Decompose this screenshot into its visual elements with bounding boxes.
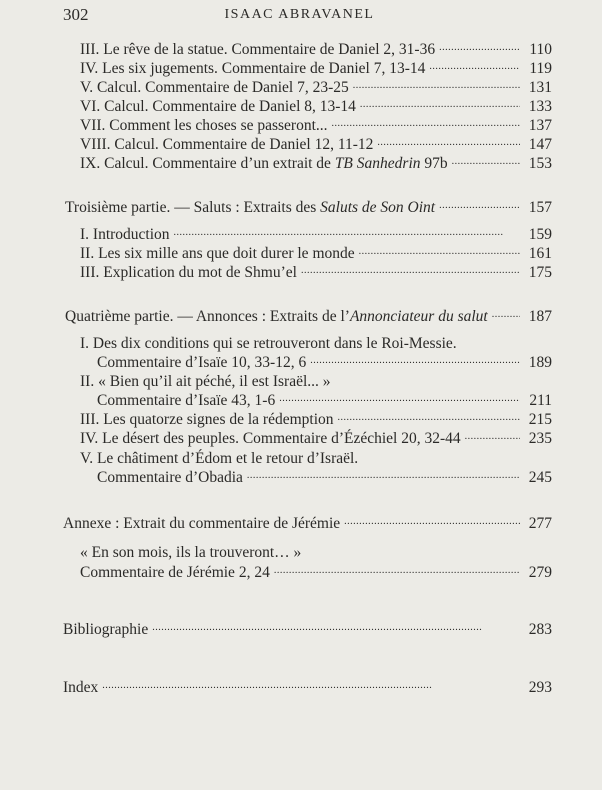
toc-part-heading: Bibliographie . . . 283 xyxy=(63,619,552,639)
dot-leader xyxy=(359,249,520,259)
dot-leader xyxy=(492,312,520,322)
dot-leader xyxy=(360,102,520,112)
page-ref: 215 xyxy=(528,411,552,428)
toc-part-heading: Annexe : Extrait du commentaire de Jérémie . . . 277 xyxy=(63,513,552,533)
dot-leader xyxy=(310,358,520,368)
page-ref: 110 xyxy=(529,41,552,58)
toc-entry: VI. Calcul. Commentaire de Daniel 8, 13-14 . . . 133 xyxy=(80,96,552,116)
page-number: 302 xyxy=(63,5,89,24)
toc-part-heading: Troisième partie. — Saluts : Extraits des Saluts de Son Oint . . . 157 xyxy=(65,197,552,217)
dot-leader xyxy=(338,415,520,425)
page-ref: 187 xyxy=(528,308,552,325)
toc-entry: I. Introduction . . . 159 xyxy=(80,224,552,244)
page-ref: 119 xyxy=(529,60,552,77)
dot-leader xyxy=(439,45,520,55)
dot-leader xyxy=(247,473,520,483)
dot-leader xyxy=(353,83,520,93)
toc-entry-line1: II. « Bien qu’il ait péché, il est Israël... » xyxy=(80,373,331,390)
page-ref: 245 xyxy=(528,469,552,486)
page-ref: 131 xyxy=(528,79,552,96)
toc-entry: IV. Les six jugements. Commentaire de Daniel 7, 13-14 . . . 119 xyxy=(80,58,552,78)
page-ref: 211 xyxy=(529,392,552,409)
dot-leader xyxy=(465,434,520,444)
toc-entry-line1: V. Le châtiment d’Édom et le retour d’Israël. xyxy=(80,450,359,467)
page-header xyxy=(63,5,536,27)
toc-entry-line1: I. Des dix conditions qui se retrouveront dans le Roi-Messie. xyxy=(80,335,457,352)
page-ref: 137 xyxy=(528,117,552,134)
toc-entry-line1: « En son mois, ils la trouveront… » xyxy=(80,544,302,561)
toc-entry: Commentaire d’Isaïe 10, 33-12, 6 . . . 189 xyxy=(97,352,552,372)
toc-entry: II. Les six mille ans que doit durer le monde . . . 161 xyxy=(80,243,552,263)
page-ref: 279 xyxy=(528,564,552,581)
dot-leader xyxy=(279,396,520,406)
dot-leader xyxy=(301,268,520,278)
running-head: ISAAC ABRAVANEL xyxy=(224,7,375,22)
toc-entry: Commentaire d’Isaïe 43, 1-6 . . . 211 xyxy=(97,390,552,410)
toc-entry: IX. Calcul. Commentaire d’un extrait de TB Sanhedrin 97b . . . 153 xyxy=(80,153,552,173)
toc-entry: III. Les quatorze signes de la rédemption . . . 215 xyxy=(80,409,552,429)
page-ref: 159 xyxy=(528,226,552,243)
toc-entry: Commentaire d’Obadia . . . 245 xyxy=(97,467,552,487)
toc-entry: IV. Le désert des peuples. Commentaire d’Ézéchiel 20, 32-44 . . . 235 xyxy=(80,428,552,448)
page-ref: 133 xyxy=(528,98,552,115)
page-ref: 175 xyxy=(528,264,552,281)
dot-leader xyxy=(452,159,520,169)
dot-leader xyxy=(174,230,520,240)
page-ref: 235 xyxy=(528,430,552,447)
toc-entry: VIII. Calcul. Commentaire de Daniel 12, 11-12 . . . 147 xyxy=(80,134,552,154)
toc-entry: Commentaire de Jérémie 2, 24 . . . 279 xyxy=(80,562,552,582)
toc-entry: VII. Comment les choses se passeront... . . . 137 xyxy=(80,115,552,135)
dot-leader xyxy=(344,519,520,529)
toc-entry: III. Explication du mot de Shmu’el . . . 175 xyxy=(80,262,552,282)
page-ref: 161 xyxy=(528,245,552,262)
dot-leader xyxy=(274,568,520,578)
page-ref: 157 xyxy=(528,199,552,216)
dot-leader xyxy=(152,625,520,635)
dot-leader xyxy=(439,203,520,213)
dot-leader xyxy=(377,140,520,150)
toc-entry: III. Le rêve de la statue. Commentaire de Daniel 2, 31-36 . . . 110 xyxy=(80,39,552,59)
toc-part-heading: Quatrième partie. — Annonces : Extraits de l’Annonciateur du salut . . . 187 xyxy=(65,306,552,326)
dot-leader xyxy=(332,121,520,131)
page-ref: 153 xyxy=(528,155,552,172)
dot-leader xyxy=(429,64,520,74)
toc-entry: V. Calcul. Commentaire de Daniel 7, 23-25 . . . 131 xyxy=(80,77,552,97)
page-ref: 283 xyxy=(528,621,552,638)
page-ref: 293 xyxy=(528,679,552,696)
toc-part-heading: Index . . . 293 xyxy=(63,677,552,697)
dot-leader xyxy=(102,683,520,693)
page-ref: 277 xyxy=(528,515,552,532)
page-ref: 147 xyxy=(528,136,552,153)
page-ref: 189 xyxy=(528,354,552,371)
